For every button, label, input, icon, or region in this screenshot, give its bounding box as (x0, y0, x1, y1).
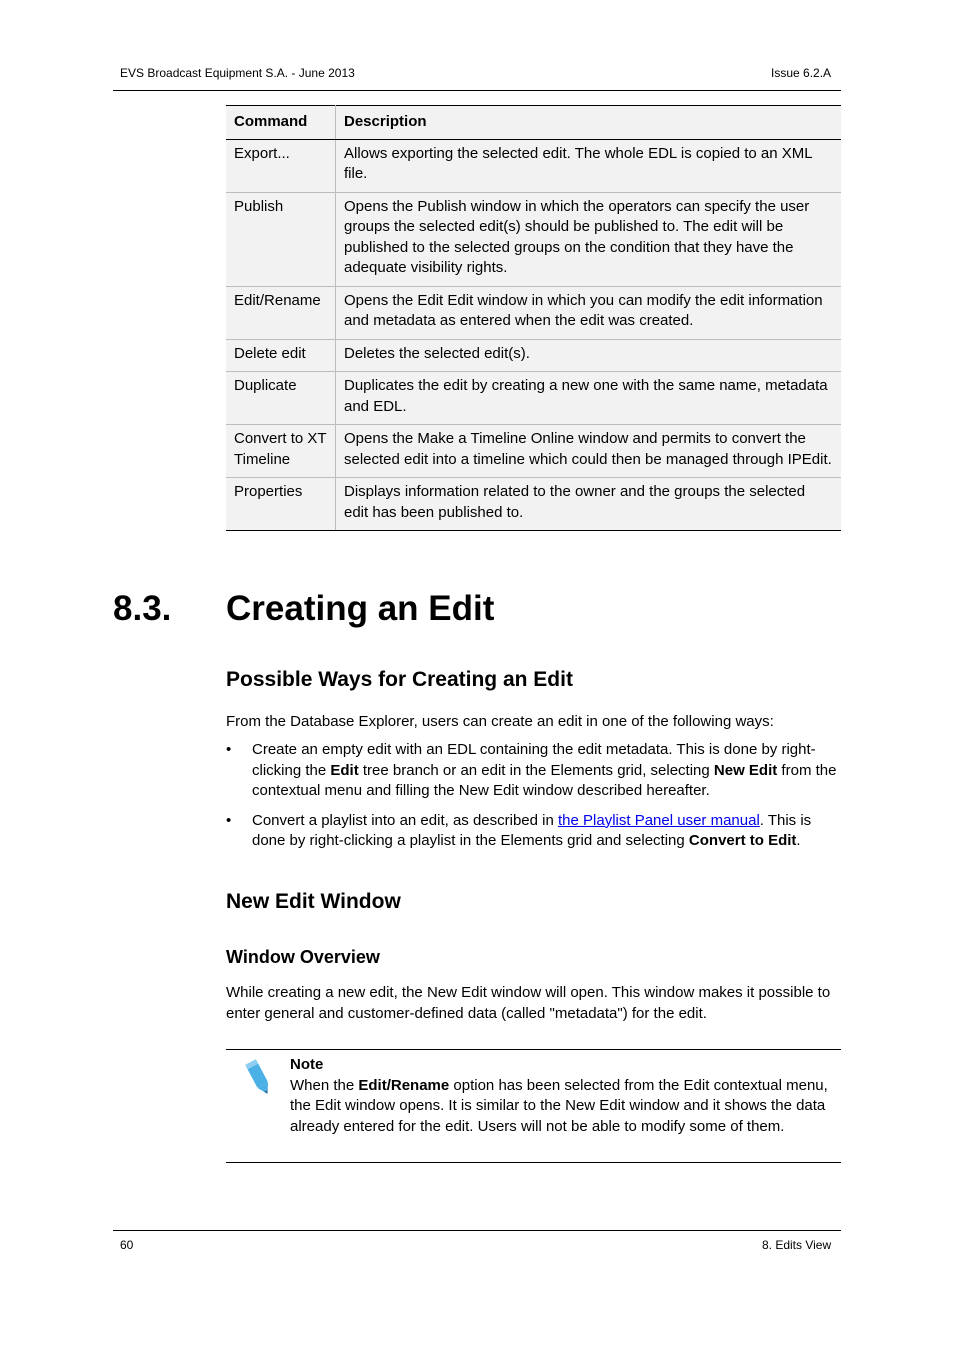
description-cell: Displays information related to the owner and the groups the selected edit has been published to. (336, 478, 842, 531)
bullet-text: tree branch or an edit in the Elements grid, selecting (358, 761, 714, 779)
description-cell: Opens the Make a Timeline Online window and permits to convert the selected edit into a timeline which could then be managed through IPEdit. (336, 425, 842, 478)
bullet: • (226, 811, 232, 829)
ways-intro: From the Database Explorer, users can create an edit in one of the following ways: (226, 713, 774, 730)
bullet-text: Convert a playlist into an edit, as described in (252, 811, 558, 829)
bullet-text: . (796, 832, 801, 849)
section-title: Creating an Edit (226, 589, 495, 628)
description-cell: Opens the Publish window in which the operators can specify the user groups the selected edit(s) should be published to. The edit will be published to the selected groups on the condition that they have the adequate visibility rights. (336, 192, 842, 286)
table-row (226, 478, 841, 531)
command-cell: Duplicate (226, 372, 336, 425)
table-row (226, 372, 841, 425)
table-row (226, 339, 841, 372)
note-bold: Edit/Rename (358, 1076, 450, 1094)
playlist-manual-link[interactable]: the Playlist Panel user manual (558, 811, 760, 829)
bullet-text: Create an empty edit with an EDL containing the edit metadata. This is done by right-clicking the (252, 741, 816, 779)
bullet-bold: New Edit (713, 761, 778, 779)
table-row (226, 192, 841, 286)
command-table (226, 105, 841, 531)
table-row (226, 425, 841, 478)
footer-chapter: 8. Edits View (762, 1238, 832, 1252)
table-row (226, 139, 841, 192)
bullet-text: from the contextual menu and filling the New Edit window described hereafter. (252, 761, 837, 799)
note-text-part: When the (290, 1076, 359, 1094)
command-cell: Properties (226, 478, 336, 531)
section-number: 8.3. (113, 589, 172, 628)
table-header-row (226, 106, 841, 140)
header-right: Issue 6.2.A (771, 66, 832, 80)
new-edit-heading: New Edit Window (226, 890, 401, 913)
note-body (290, 1055, 836, 1137)
header-rule (113, 90, 841, 91)
column-header: Description (336, 106, 842, 140)
description-cell: Deletes the selected edit(s). (336, 339, 842, 372)
description-cell: Allows exporting the selected edit. The whole EDL is copied to an XML file. (336, 139, 842, 192)
table-row (226, 286, 841, 339)
description-cell: Opens the Edit Edit window in which you can modify the edit information and metadata as entered when the edit was created. (336, 286, 842, 339)
command-cell: Publish (226, 192, 336, 286)
note-text-part: option has been selected from the Edit contextual menu, the Edit window opens. It is similar to the New Edit window and it shows the data already entered for the edit. Users will not be able to modify some of them. (290, 1076, 828, 1135)
bullet-bold: Convert to Edit (688, 832, 797, 849)
window-overview-heading: Window Overview (226, 947, 380, 967)
bullet: • (226, 741, 232, 758)
list-item (226, 811, 840, 852)
bullet-bold: Edit (330, 761, 359, 779)
column-header: Command (226, 106, 336, 140)
window-overview-text: While creating a new edit, the New Edit window will open. This window makes it possible to enter general and customer-defined data (called "metadata") for the edit. (226, 984, 831, 1022)
note-title: Note (290, 1056, 324, 1073)
list-item (226, 740, 840, 802)
note-box (226, 1049, 841, 1163)
note-text (290, 1076, 836, 1138)
pencil-icon (242, 1058, 276, 1098)
command-cell: Edit/Rename (226, 286, 336, 339)
ways-list (226, 740, 840, 861)
page-number: 60 (120, 1238, 134, 1252)
command-cell: Export... (226, 139, 336, 192)
description-cell: Duplicates the edit by creating a new one with the same name, metadata and EDL. (336, 372, 842, 425)
footer-rule (113, 1230, 841, 1231)
command-cell: Delete edit (226, 339, 336, 372)
command-cell: Convert to XT Timeline (226, 425, 336, 478)
possible-ways-heading: Possible Ways for Creating an Edit (226, 668, 573, 691)
bullet-text: . This is done by right-clicking a playlist in the Elements grid and selecting (252, 811, 812, 849)
header-left: EVS Broadcast Equipment S.A. - June 2013 (120, 66, 355, 80)
